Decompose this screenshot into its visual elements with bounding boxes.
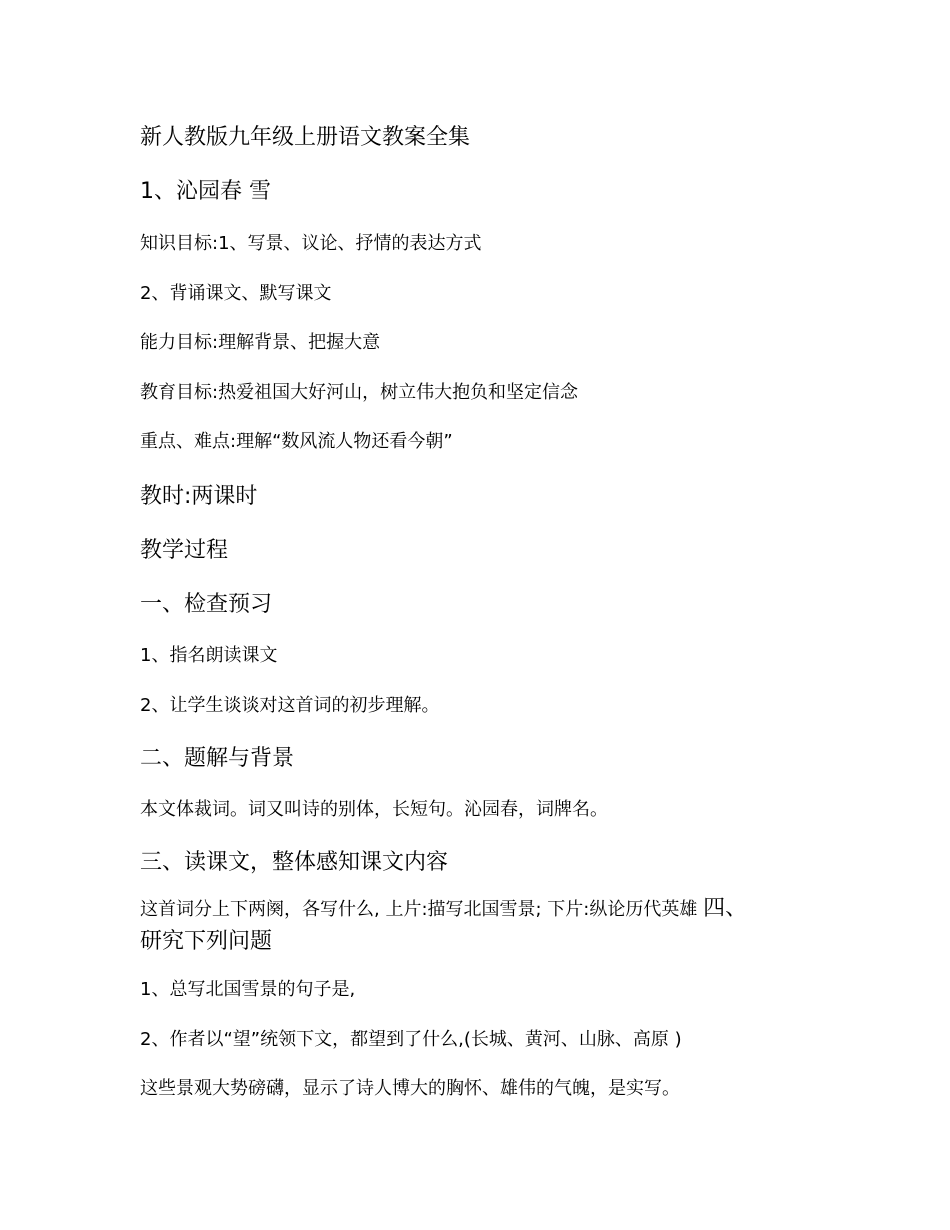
section-3-paragraph: 这首词分上下两阕，各写什么, 上片:描写北国雪景; 下片:纵论历代英雄 xyxy=(140,899,698,920)
lesson-heading: 1、沁园春 雪 xyxy=(140,179,271,204)
class-hours: 教时:两课时 xyxy=(140,484,258,509)
knowledge-goal: 知识目标:1、写景、议论、抒情的表达方式 xyxy=(140,233,482,254)
goal-2: 2、背诵课文、默写课文 xyxy=(140,283,332,304)
section-2-text: 本文体裁词。词又叫诗的别体，长短句。沁园春，词牌名。 xyxy=(140,799,608,820)
section-1-heading: 一、检查预习 xyxy=(140,592,273,617)
key-points: 重点、难点:理解“数风流人物还看今朝” xyxy=(140,431,453,452)
process-heading: 教学过程 xyxy=(140,538,229,563)
section-4-number: 四、 xyxy=(703,896,748,921)
section-4-text: 这些景观大势磅礴，显示了诗人博大的胸怀、雄伟的气魄，是实写。 xyxy=(140,1078,680,1099)
section-4-heading: 研究下列问题 xyxy=(140,929,273,954)
section-2-heading: 二、题解与背景 xyxy=(140,746,295,771)
section-3-text xyxy=(140,893,820,959)
ability-goal: 能力目标:理解背景、把握大意 xyxy=(140,332,381,353)
section-4-item-1: 1、总写北国雪景的句子是, xyxy=(140,979,356,1000)
section-3-heading: 三、读课文，整体感知课文内容 xyxy=(140,850,449,875)
section-1-item-1: 1、指名朗读课文 xyxy=(140,645,278,666)
section-1-item-2: 2、让学生谈谈对这首词的初步理解。 xyxy=(140,695,440,716)
document-title: 新人教版九年级上册语文教案全集 xyxy=(140,125,471,150)
section-4-item-2: 2、作者以“望”统领下文，都望到了什么,(长城、黄河、山脉、高原 ) xyxy=(140,1029,682,1050)
education-goal: 教育目标:热爱祖国大好河山，树立伟大抱负和坚定信念 xyxy=(140,382,579,403)
